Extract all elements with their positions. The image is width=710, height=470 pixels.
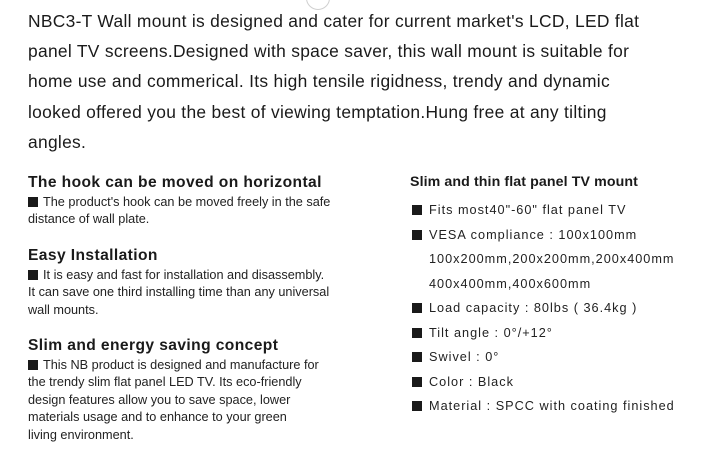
feature-installation-section: [28, 247, 388, 319]
intro-line: home use and commerical. Its high tensile rigidness, trendy and dynamic: [28, 71, 610, 92]
feature-title: Easy Installation: [28, 246, 158, 264]
feature-line: [28, 357, 388, 374]
feature-slim-section: [28, 337, 388, 444]
intro-line: NBC3-T Wall mount is designed and cater for current market's LCD, LED flat: [28, 11, 640, 31]
square-bullet-icon: [412, 377, 422, 387]
feature-line: living environment.: [28, 427, 134, 442]
specs-column: [410, 173, 710, 419]
spec-vesa-continued: 400x400mm,400x600mm: [429, 276, 592, 291]
spec-text: Fits most40"-60" flat panel TV: [429, 203, 627, 217]
square-bullet-icon: [412, 303, 422, 313]
spec-load: [410, 296, 710, 321]
feature-body: [28, 267, 388, 319]
feature-body: [28, 194, 388, 229]
feature-line: materials usage and to enhance to your green: [28, 410, 287, 425]
feature-text: This NB product is designed and manufacture for: [43, 358, 319, 373]
spec-vesa: [410, 223, 710, 248]
intro-paragraph: [28, 6, 698, 157]
intro-line: angles.: [28, 131, 87, 152]
square-bullet-icon: [412, 401, 422, 411]
spec-fits: [410, 198, 710, 223]
feature-text: The product's hook can be moved freely in the safe: [43, 195, 331, 209]
intro-line: looked offered you the best of viewing temptation.Hung free at any tilting: [28, 101, 607, 122]
spec-material: [410, 394, 710, 419]
feature-line: It can save one third installing time than any universal: [28, 285, 330, 300]
spec-text: Swivel : 0°: [429, 350, 500, 364]
spec-text: Color : Black: [429, 374, 514, 389]
square-bullet-icon: [28, 197, 38, 207]
feature-line: [28, 267, 388, 284]
feature-line: distance of wall plate.: [28, 212, 150, 227]
feature-title: The hook can be moved on horizontal: [28, 174, 322, 191]
square-bullet-icon: [28, 360, 38, 370]
feature-text: It is easy and fast for installation and disassembly.: [43, 267, 325, 282]
specs-list: [410, 198, 710, 419]
square-bullet-icon: [412, 230, 422, 240]
square-bullet-icon: [412, 352, 422, 362]
spec-color: [410, 370, 710, 395]
feature-line: [28, 194, 388, 211]
spec-text: Tilt angle : 0°/+12°: [429, 325, 553, 340]
spec-text: Load capacity : 80lbs ( 36.4kg ): [429, 301, 638, 315]
square-bullet-icon: [28, 270, 38, 280]
feature-line: design features allow you to save space, lower: [28, 392, 291, 407]
specs-title: Slim and thin flat panel TV mount: [410, 174, 638, 190]
feature-line: wall mounts.: [28, 302, 99, 317]
spec-text: VESA compliance : 100x100mm: [429, 227, 638, 242]
feature-line: the trendy slim flat panel LED TV. Its eco-friendly: [28, 375, 302, 390]
square-bullet-icon: [412, 328, 422, 338]
spec-swivel: [410, 345, 710, 370]
feature-title: Slim and energy saving concept: [28, 337, 279, 355]
feature-body: [28, 357, 388, 444]
feature-hook-section: [28, 174, 388, 229]
spec-vesa-continued: 100x200mm,200x200mm,200x400mm: [429, 252, 675, 266]
square-bullet-icon: [412, 205, 422, 215]
spec-text: Material : SPCC with coating finished: [429, 399, 675, 413]
features-column: [28, 174, 388, 458]
spec-tilt: [410, 321, 710, 346]
intro-line: panel TV screens.Designed with space saver, this wall mount is suitable for: [28, 41, 630, 62]
